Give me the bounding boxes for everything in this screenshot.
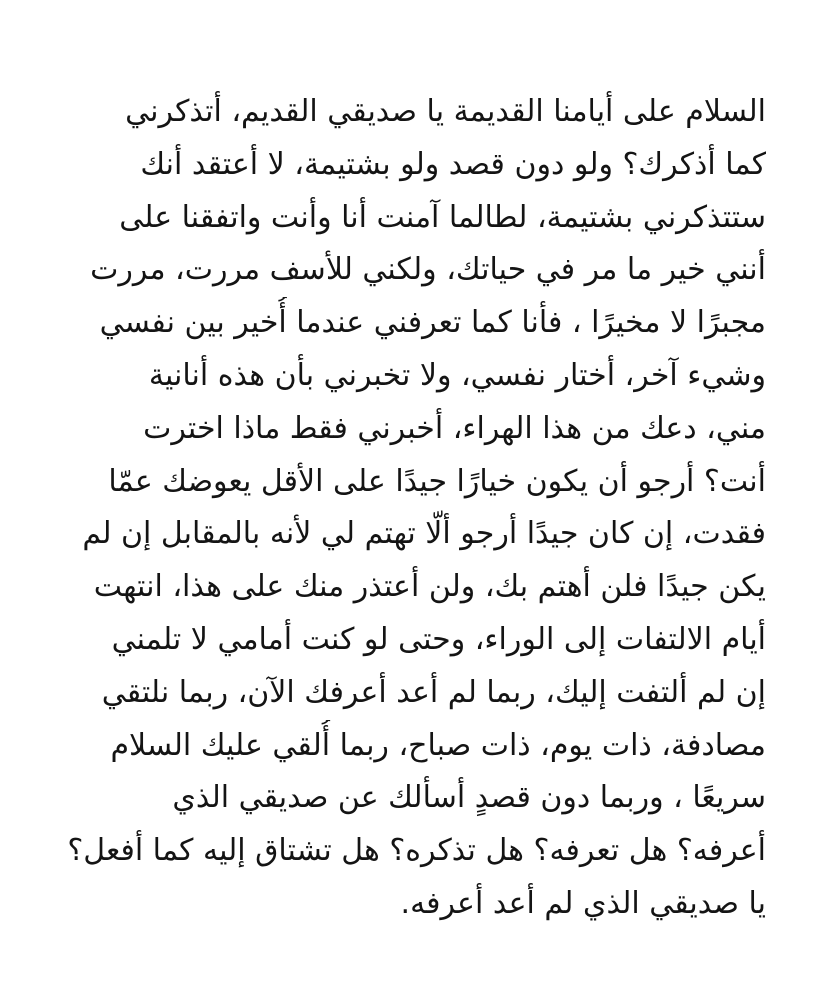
text-line: مني، دعك من هذا الهراء، أخبرني فقط ماذا اخترت [143, 410, 766, 446]
text-line: أنت؟ أرجو أن يكون خيارًا جيدًا على الأقل يعوضك عمّا [108, 463, 766, 499]
text-line: السلام على أيامنا القديمة يا صديقي القديم، أتذكرني [125, 94, 766, 129]
text-line: سريعًا ، وربما دون قصدٍ أسألك عن صديقي الذي [172, 780, 766, 816]
text-line: يكن جيدًا فلن أهتم بك، ولن أعتذر منك على هذا، انتهت [93, 569, 766, 605]
text-line: ستتذكرني بشتيمة، لطالما آمنت أنا وأنت واتفقنا على [119, 199, 766, 235]
text-line: مصادفة، ذات يوم، ذات صباح، ربما أُلقي عليك السلام [110, 727, 766, 763]
text-line: إن لم ألتفت إليك، ربما لم أعد أعرفك الآن، ربما نلتقي [101, 674, 766, 710]
text-line: مجبرًا لا مخيرًا ، فأنا كما تعرفني عندما أُخير بين نفسي [99, 305, 766, 341]
text-line: وشيء آخر، أختار نفسي، ولا تخبرني بأن هذه أنانية [148, 357, 766, 393]
text-line: أنني خير ما مر في حياتك، ولكني للأسف مررت، مررت [90, 252, 766, 288]
text-line: أيام الالتفات إلى الوراء، وحتى لو كنت أمامي لا تلمني [111, 621, 766, 657]
text-line: يا صديقي الذي لم أعد أعرفه. [400, 885, 766, 921]
arabic-text-body [66, 86, 766, 931]
text-line: أعرفه؟ هل تعرفه؟ هل تذكره؟ هل تشتاق إليه كما أفعل؟ [67, 833, 766, 869]
text-line: فقدت، إن كان جيدًا أرجو ألّا تهتم لي لأنه بالمقابل إن لم [82, 516, 766, 552]
text-line: كما أذكرك؟ ولو دون قصد ولو بشتيمة، لا أعتقد أنك [140, 146, 766, 182]
